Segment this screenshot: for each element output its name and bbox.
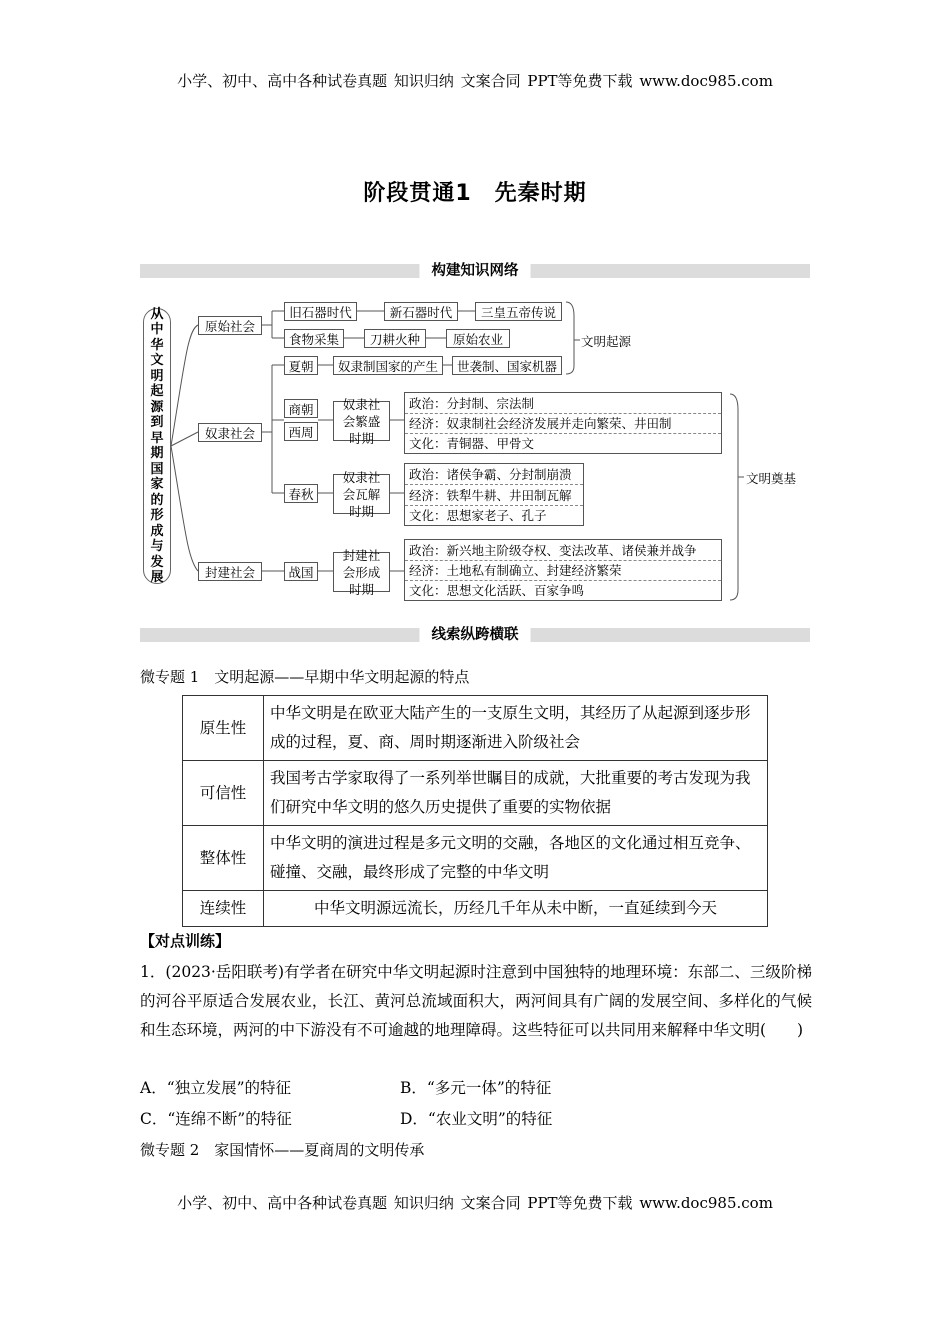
table-key: 原生性 bbox=[183, 696, 264, 761]
node-hereditary: 世袭制、国家机器 bbox=[452, 356, 562, 375]
node-feudal: 封建社会 bbox=[198, 562, 262, 581]
prosper-politics: 政治：分封制、宗法制 bbox=[409, 395, 535, 411]
characteristics-table bbox=[182, 695, 768, 927]
node-xizhou: 西周 bbox=[284, 422, 318, 441]
section-band-clues bbox=[140, 628, 810, 642]
node-slave: 奴隶社会 bbox=[198, 423, 262, 442]
node-prosper: 奴隶社会繁盛时期 bbox=[333, 401, 390, 441]
topic-1-heading: 微专题 1 文明起源——早期中华文明起源的特点 bbox=[140, 668, 470, 686]
feudal-politics: 政治：新兴地主阶级夺权、变法改革、诸侯兼并战争 bbox=[409, 542, 697, 558]
table-row bbox=[183, 696, 768, 761]
table-key: 整体性 bbox=[183, 826, 264, 891]
practice-label: 【对点训练】 bbox=[140, 932, 231, 950]
option-a[interactable]: A．“独立发展”的特征 bbox=[140, 1079, 292, 1097]
node-chunqiu: 春秋 bbox=[284, 484, 318, 503]
node-primitive: 原始社会 bbox=[198, 316, 262, 335]
section-title-clues: 线索纵跨横联 bbox=[420, 624, 531, 646]
diagram-root: 从 中 华 文 明 起 源 到 早 期 国 家 的 形 成 与 发 展 bbox=[143, 308, 171, 584]
table-value: 我国考古学家取得了一系列举世瞩目的成就，大批重要的考古发现为我们研究中华文明的悠久历史提供了重要的实物依据 bbox=[264, 761, 768, 826]
node-collapse: 奴隶社会瓦解时期 bbox=[333, 474, 390, 514]
table-row bbox=[183, 891, 768, 927]
label-origin: 文明起源 bbox=[581, 334, 632, 349]
collapse-economy: 经济：铁犁牛耕、井田制瓦解 bbox=[405, 484, 583, 504]
question-1: 1．(2023·岳阳联考)有学者在研究中华文明起源时注意到中国独特的地理环境：东部二、三级阶梯的河谷平原适合发展农业，长江、黄河总流域面积大，两河间具有广阔的发展空间、多样化的气候和生态环境，两河的中下游没有不可逾越的地理障碍。这些特征可以共同用来解释中华文明( ) bbox=[140, 963, 812, 1039]
page-header: 小学、初中、高中各种试卷真题 知识归纳 文案合同 PPT等免费下载 www.doc985.com bbox=[177, 72, 773, 90]
node-neolithic: 新石器时代 bbox=[384, 302, 458, 321]
option-b[interactable]: B．“多元一体”的特征 bbox=[400, 1079, 552, 1097]
box-feudal-items bbox=[404, 539, 722, 601]
node-xia: 夏朝 bbox=[284, 356, 318, 375]
table-value: 中华文明是在欧亚大陆产生的一支原生文明，其经历了从起源到逐步形成的过程，夏、商、周时期逐渐进入阶级社会 bbox=[264, 696, 768, 761]
node-slash-burn: 刀耕火种 bbox=[364, 329, 426, 348]
section-title-network: 构建知识网络 bbox=[420, 260, 531, 282]
collapse-politics: 政治：诸侯争霸、分封制崩溃 bbox=[409, 467, 572, 483]
prosper-economy: 经济：奴隶制社会经济发展并走向繁荣、井田制 bbox=[405, 413, 721, 433]
page-footer: 小学、初中、高中各种试卷真题 知识归纳 文案合同 PPT等免费下载 www.doc985.com bbox=[177, 1194, 773, 1212]
table-value: 中华文明的演进过程是多元文明的交融，各地区的文化通过相互竞争、碰撞、交融，最终形成了完整的中华文明 bbox=[264, 826, 768, 891]
option-c[interactable]: C．“连绵不断”的特征 bbox=[140, 1110, 292, 1128]
box-collapse-items bbox=[404, 463, 584, 526]
node-primitive-agri: 原始农业 bbox=[446, 329, 510, 348]
feudal-economy: 经济：土地私有制确立、封建经济繁荣 bbox=[405, 560, 721, 580]
node-feudal-form: 封建社会形成时期 bbox=[333, 552, 390, 592]
node-gathering: 食物采集 bbox=[284, 329, 344, 348]
table-key: 可信性 bbox=[183, 761, 264, 826]
box-prosper-items bbox=[404, 392, 722, 454]
label-foundation: 文明奠基 bbox=[746, 471, 797, 486]
topic-2-heading: 微专题 2 家国情怀——夏商周的文明传承 bbox=[140, 1141, 425, 1159]
node-shang: 商朝 bbox=[284, 399, 318, 418]
table-key: 连续性 bbox=[183, 891, 264, 927]
collapse-culture: 文化：思想家老子、孔子 bbox=[405, 505, 583, 525]
table-row bbox=[183, 761, 768, 826]
prosper-culture: 文化：青铜器、甲骨文 bbox=[405, 433, 721, 453]
node-legend: 三皇五帝传说 bbox=[475, 302, 562, 321]
node-zhanguo: 战国 bbox=[284, 562, 318, 581]
table-row bbox=[183, 826, 768, 891]
option-d[interactable]: D．“农业文明”的特征 bbox=[400, 1110, 553, 1128]
node-slave-state: 奴隶制国家的产生 bbox=[333, 356, 443, 375]
node-paleolithic: 旧石器时代 bbox=[284, 302, 357, 321]
feudal-culture: 文化：思想文化活跃、百家争鸣 bbox=[405, 580, 721, 600]
table-value: 中华文明源远流长，历经几千年从未中断，一直延续到今天 bbox=[264, 891, 768, 927]
page-title: 阶段贯通1 先秦时期 bbox=[363, 181, 587, 206]
